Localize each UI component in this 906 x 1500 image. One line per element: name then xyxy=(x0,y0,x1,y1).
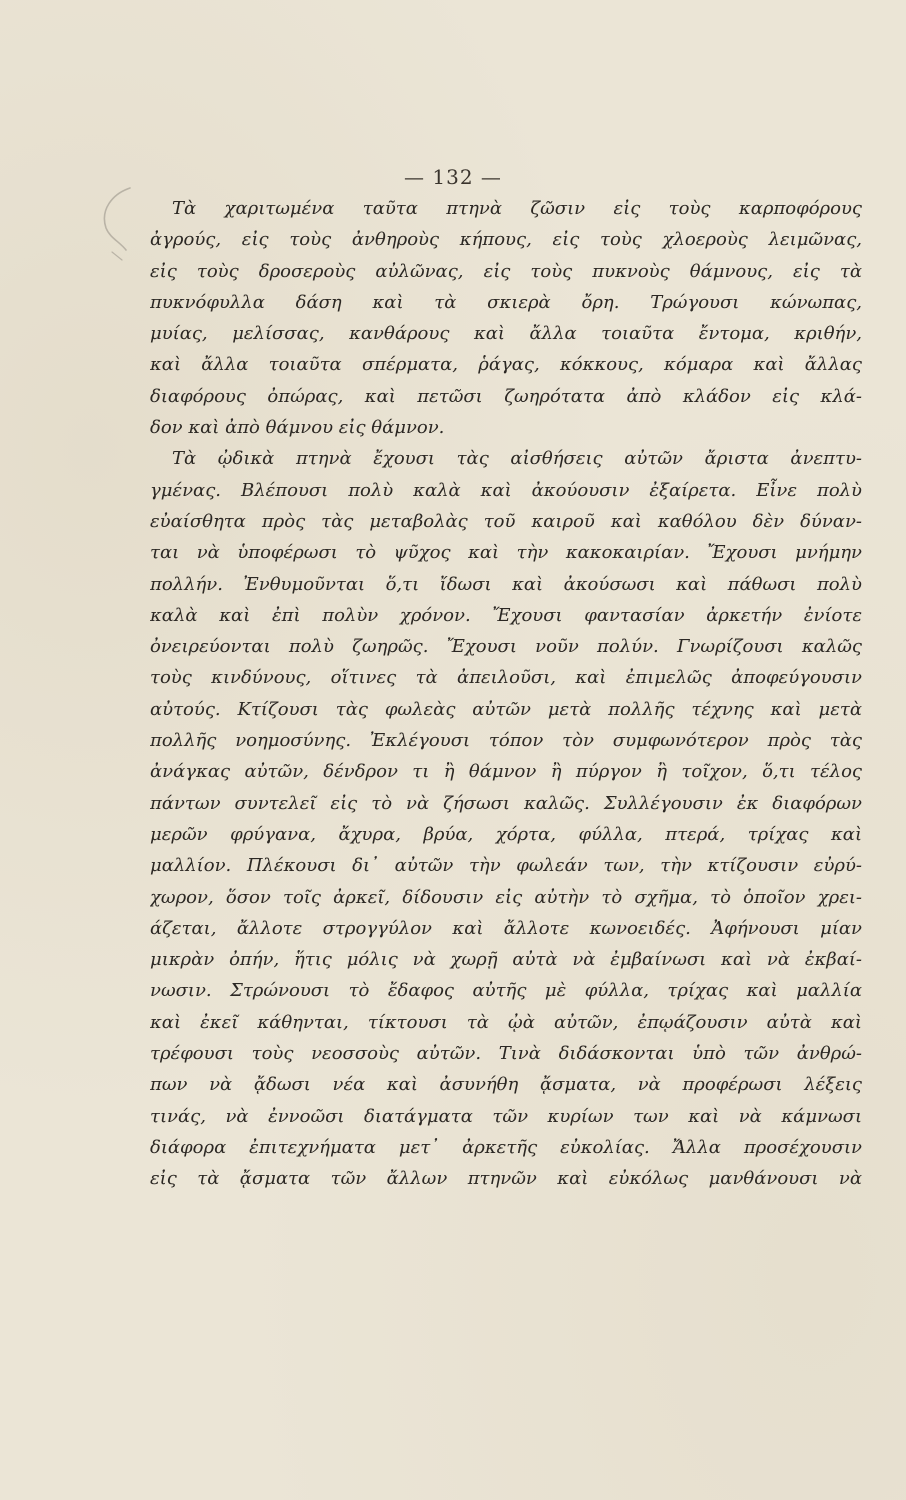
body-text xyxy=(150,193,862,1195)
text-line: Τὰ ᾠδικὰ πτηνὰ ἔχουσι τὰς αἰσθήσεις αὐτῶν ἄριστα ἀνεπτυ- xyxy=(172,448,862,470)
paragraph-1 xyxy=(150,193,862,443)
page-number: — 132 — xyxy=(404,165,502,189)
text-line: ὀνειρεύονται πολὺ ζωηρῶς. Ἔχουσι νοῦν πολύν. Γνωρίζουσι καλῶς xyxy=(150,636,862,658)
text-line: μερῶν φρύγανα, ἄχυρα, βρύα, χόρτα, φύλλα, πτερά, τρίχας καὶ xyxy=(150,823,862,845)
text-line: γμένας. Βλέπουσι πολὺ καλὰ καὶ ἀκούουσιν ἐξαίρετα. Εἶνε πολὺ xyxy=(150,479,862,501)
text-line: ἀνάγκας αὐτῶν, δένδρον τι ἢ θάμνον ἢ πύργον ἢ τοῖχον, ὅ,τι τέλος xyxy=(150,761,862,783)
text-line: πάντων συντελεῖ εἰς τὸ νὰ ζήσωσι καλῶς. Συλλέγουσιν ἐκ διαφόρων xyxy=(150,792,862,814)
text-line: αὐτούς. Κτίζουσι τὰς φωλεὰς αὐτῶν μετὰ πολλῆς τέχνης καὶ μετὰ xyxy=(150,698,862,720)
text-line: πων νὰ ᾄδωσι νέα καὶ ἀσυνήθη ᾄσματα, νὰ προφέρωσι λέξεις xyxy=(150,1074,862,1096)
text-line: ται νὰ ὑποφέρωσι τὸ ψῦχος καὶ τὴν κακοκαιρίαν. Ἔχουσι μνήμην xyxy=(150,542,862,564)
text-line: τοὺς κινδύνους, οἵτινες τὰ ἀπειλοῦσι, καὶ ἐπιμελῶς ἀποφεύγουσιν xyxy=(150,667,862,689)
text-line: μαλλίον. Πλέκουσι δι᾽ αὐτῶν τὴν φωλεάν των, τὴν κτίζουσιν εὐρύ- xyxy=(150,855,862,877)
text-line: πυκνόφυλλα δάση καὶ τὰ σκιερὰ ὄρη. Τρώγουσι κώνωπας, xyxy=(150,291,862,313)
text-line: μικρὰν ὀπήν, ἥτις μόλις νὰ χωρῇ αὐτὰ νὰ ἐμβαίνωσι καὶ νὰ ἐκβαί- xyxy=(150,949,862,971)
text-line: χωρον, ὅσον τοῖς ἀρκεῖ, δίδουσιν εἰς αὐτὴν τὸ σχῆμα, τὸ ὁποῖον χρει- xyxy=(150,886,862,908)
text-line: πολλῆς νοημοσύνης. Ἐκλέγουσι τόπον τὸν συμφωνότερον πρὸς τὰς xyxy=(150,730,862,752)
text-line: καλὰ καὶ ἐπὶ πολὺν χρόνον. Ἔχουσι φαντασίαν ἀρκετήν ἐνίοτε xyxy=(150,604,862,626)
text-line: νωσιν. Στρώνουσι τὸ ἔδαφος αὐτῆς μὲ φύλλα, τρίχας καὶ μαλλία xyxy=(150,980,862,1002)
paragraph-2 xyxy=(150,443,862,1194)
text-line: άζεται, ἄλλοτε στρογγύλον καὶ ἄλλοτε κωνοειδές. Ἀφήνουσι μίαν xyxy=(150,917,862,939)
text-line: μυίας, μελίσσας, κανθάρους καὶ ἄλλα τοιαῦτα ἔντομα, κριθήν, xyxy=(150,323,862,345)
text-line: πολλήν. Ἐνθυμοῦνται ὅ,τι ἴδωσι καὶ ἀκούσωσι καὶ πάθωσι πολὺ xyxy=(150,573,862,595)
text-line: διάφορα ἐπιτεχνήματα μετ᾽ ἀρκετῆς εὐκολίας. Ἄλλα προσέχουσιν xyxy=(150,1136,862,1158)
text-line: Τὰ χαριτωμένα ταῦτα πτηνὰ ζῶσιν εἰς τοὺς καρποφόρους xyxy=(172,198,862,219)
text-line: καὶ ἐκεῖ κάθηνται, τίκτουσι τὰ ᾠὰ αὐτῶν, ἐπῳάζουσιν αὐτὰ καὶ xyxy=(150,1011,862,1033)
text-line: δον καὶ ἀπὸ θάμνου εἰς θάμνον. xyxy=(150,417,445,439)
text-line: τρέφουσι τοὺς νεοσσοὺς αὐτῶν. Τινὰ διδάσκονται ὑπὸ τῶν ἀνθρώ- xyxy=(150,1043,862,1065)
text-line: εἰς τοὺς δροσεροὺς αὐλῶνας, εἰς τοὺς πυκνοὺς θάμνους, εἰς τὰ xyxy=(150,260,862,282)
text-line: τινάς, νὰ ἐννοῶσι διατάγματα τῶν κυρίων των καὶ νὰ κάμνωσι xyxy=(150,1105,862,1127)
text-line: ἀγρούς, εἰς τοὺς ἀνθηροὺς κήπους, εἰς τοὺς χλοεροὺς λειμῶνας, xyxy=(150,229,862,251)
text-line: διαφόρους ὀπώρας, καὶ πετῶσι ζωηρότατα ἀπὸ κλάδον εἰς κλά- xyxy=(150,385,862,407)
margin-pencil-mark xyxy=(92,180,152,270)
text-line: καὶ ἄλλα τοιαῦτα σπέρματα, ῥάγας, κόκκους, κόμαρα καὶ ἄλλας xyxy=(150,354,862,376)
text-line: εὐαίσθητα πρὸς τὰς μεταβολὰς τοῦ καιροῦ καὶ καθόλου δὲν δύναν- xyxy=(150,510,862,532)
text-line: εἰς τὰ ᾄσματα τῶν ἄλλων πτηνῶν καὶ εὐκόλως μανθάνουσι νὰ xyxy=(150,1168,862,1190)
